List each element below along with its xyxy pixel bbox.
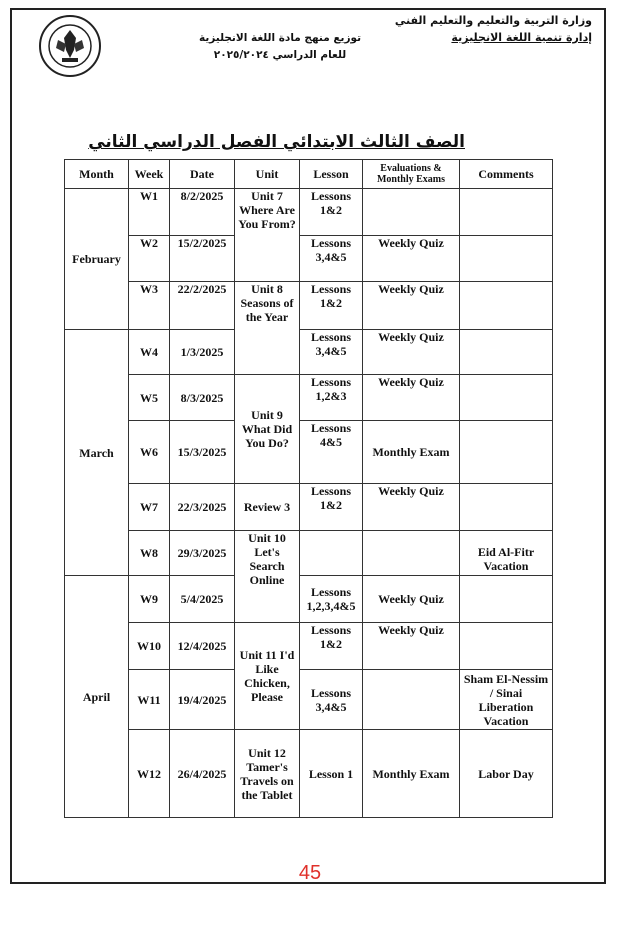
lesson-cell: Lessons 1&2 [300, 282, 363, 330]
header-evaluations: Evaluations & Monthly Exams [363, 160, 460, 189]
week-cell: W10 [129, 623, 170, 670]
comment-cell: Sham El-Nessim / Sinai Liberation Vacation [460, 670, 553, 730]
lesson-cell: Lessons 1,2,3,4&5 [300, 576, 363, 623]
lesson-cell: Lessons 4&5 [300, 421, 363, 484]
evaluation-cell: Weekly Quiz [363, 236, 460, 282]
date-cell: 1/3/2025 [170, 330, 235, 375]
comment-cell [460, 421, 553, 484]
week-cell: W1 [129, 189, 170, 236]
comment-cell [460, 282, 553, 330]
week-cell: W9 [129, 576, 170, 623]
table-row [65, 484, 553, 531]
month-cell: March [65, 330, 129, 576]
comment-cell: Labor Day [460, 730, 553, 818]
lesson-cell: Lessons 1&2 [300, 189, 363, 236]
table-row [65, 236, 553, 282]
date-cell: 15/3/2025 [170, 421, 235, 484]
week-cell: W6 [129, 421, 170, 484]
lesson-cell: Lesson 1 [300, 730, 363, 818]
evaluation-cell: Monthly Exam [363, 730, 460, 818]
date-cell: 8/2/2025 [170, 189, 235, 236]
comment-cell [460, 576, 553, 623]
date-cell: 12/4/2025 [170, 623, 235, 670]
lesson-cell: Lessons 3,4&5 [300, 670, 363, 730]
date-cell: 26/4/2025 [170, 730, 235, 818]
unit-cell: Review 3 [235, 484, 300, 531]
academic-year: للعام الدراسي ٢٠٢٥/٢٠٢٤ [213, 49, 347, 61]
header-week: Week [129, 160, 170, 189]
ministry-name: وزارة التربية والتعليم والتعليم الفني [394, 14, 592, 27]
table-header-row [65, 160, 553, 189]
week-cell: W8 [129, 531, 170, 576]
evaluation-cell: Weekly Quiz [363, 282, 460, 330]
evaluation-cell: Weekly Quiz [363, 576, 460, 623]
table-row [65, 531, 553, 576]
page-number: 45 [298, 862, 322, 884]
evaluation-cell [363, 531, 460, 576]
evaluation-cell: Weekly Quiz [363, 330, 460, 375]
lesson-cell: Lessons 1&2 [300, 484, 363, 531]
comment-cell [460, 330, 553, 375]
month-cell: February [65, 189, 129, 330]
month-cell: April [65, 576, 129, 818]
date-cell: 8/3/2025 [170, 375, 235, 421]
comment-cell [460, 375, 553, 421]
comment-cell [460, 623, 553, 670]
ministry-header [395, 12, 592, 46]
date-cell: 29/3/2025 [170, 531, 235, 576]
lesson-cell: Lessons 1,2&3 [300, 375, 363, 421]
date-cell: 15/2/2025 [170, 236, 235, 282]
week-cell: W5 [129, 375, 170, 421]
table-row [65, 576, 553, 623]
curriculum-table [64, 159, 553, 818]
table-row [65, 375, 553, 421]
evaluation-cell: Weekly Quiz [363, 484, 460, 531]
table-row [65, 421, 553, 484]
lesson-cell [300, 531, 363, 576]
comment-cell [460, 236, 553, 282]
comment-cell [460, 484, 553, 531]
header-lesson: Lesson [300, 160, 363, 189]
evaluation-cell: Monthly Exam [363, 421, 460, 484]
week-cell: W7 [129, 484, 170, 531]
lesson-cell: Lessons 3,4&5 [300, 330, 363, 375]
header-date: Date [170, 160, 235, 189]
document-header [180, 30, 380, 64]
ministry-seal-icon [38, 14, 102, 78]
unit-cell: Unit 8 Seasons of the Year [235, 282, 300, 375]
table-row [65, 330, 553, 375]
week-cell: W2 [129, 236, 170, 282]
table-row [65, 189, 553, 236]
unit-cell: Unit 10 Let's Search Online [235, 531, 300, 623]
evaluation-cell: Weekly Quiz [363, 623, 460, 670]
department-name: إدارة تنمية اللغة الانجليزية [451, 31, 592, 44]
week-cell: W11 [129, 670, 170, 730]
unit-cell: Unit 12 Tamer's Travels on the Tablet [235, 730, 300, 818]
date-cell: 5/4/2025 [170, 576, 235, 623]
table-row [65, 730, 553, 818]
date-cell: 22/3/2025 [170, 484, 235, 531]
table-row [65, 282, 553, 330]
comment-cell: Eid Al-Fitr Vacation [460, 531, 553, 576]
header-unit: Unit [235, 160, 300, 189]
unit-cell: Unit 11 I'd Like Chicken, Please [235, 623, 300, 730]
evaluation-cell [363, 670, 460, 730]
comment-cell [460, 189, 553, 236]
evaluation-cell [363, 189, 460, 236]
header-month: Month [65, 160, 129, 189]
unit-cell: Unit 7 Where Are You From? [235, 189, 300, 282]
lesson-cell: Lessons 1&2 [300, 623, 363, 670]
header-comments: Comments [460, 160, 553, 189]
unit-cell: Unit 9 What Did You Do? [235, 375, 300, 484]
week-cell: W4 [129, 330, 170, 375]
table-row [65, 623, 553, 670]
page-title: الصف الثالث الابتدائي الفصل الدراسي الثاني [88, 132, 465, 152]
week-cell: W3 [129, 282, 170, 330]
lesson-cell: Lessons 3,4&5 [300, 236, 363, 282]
table-row [65, 670, 553, 730]
document-subject: توزيع منهج مادة اللغة الانجليزية [198, 32, 362, 44]
evaluation-cell: Weekly Quiz [363, 375, 460, 421]
date-cell: 22/2/2025 [170, 282, 235, 330]
week-cell: W12 [129, 730, 170, 818]
date-cell: 19/4/2025 [170, 670, 235, 730]
